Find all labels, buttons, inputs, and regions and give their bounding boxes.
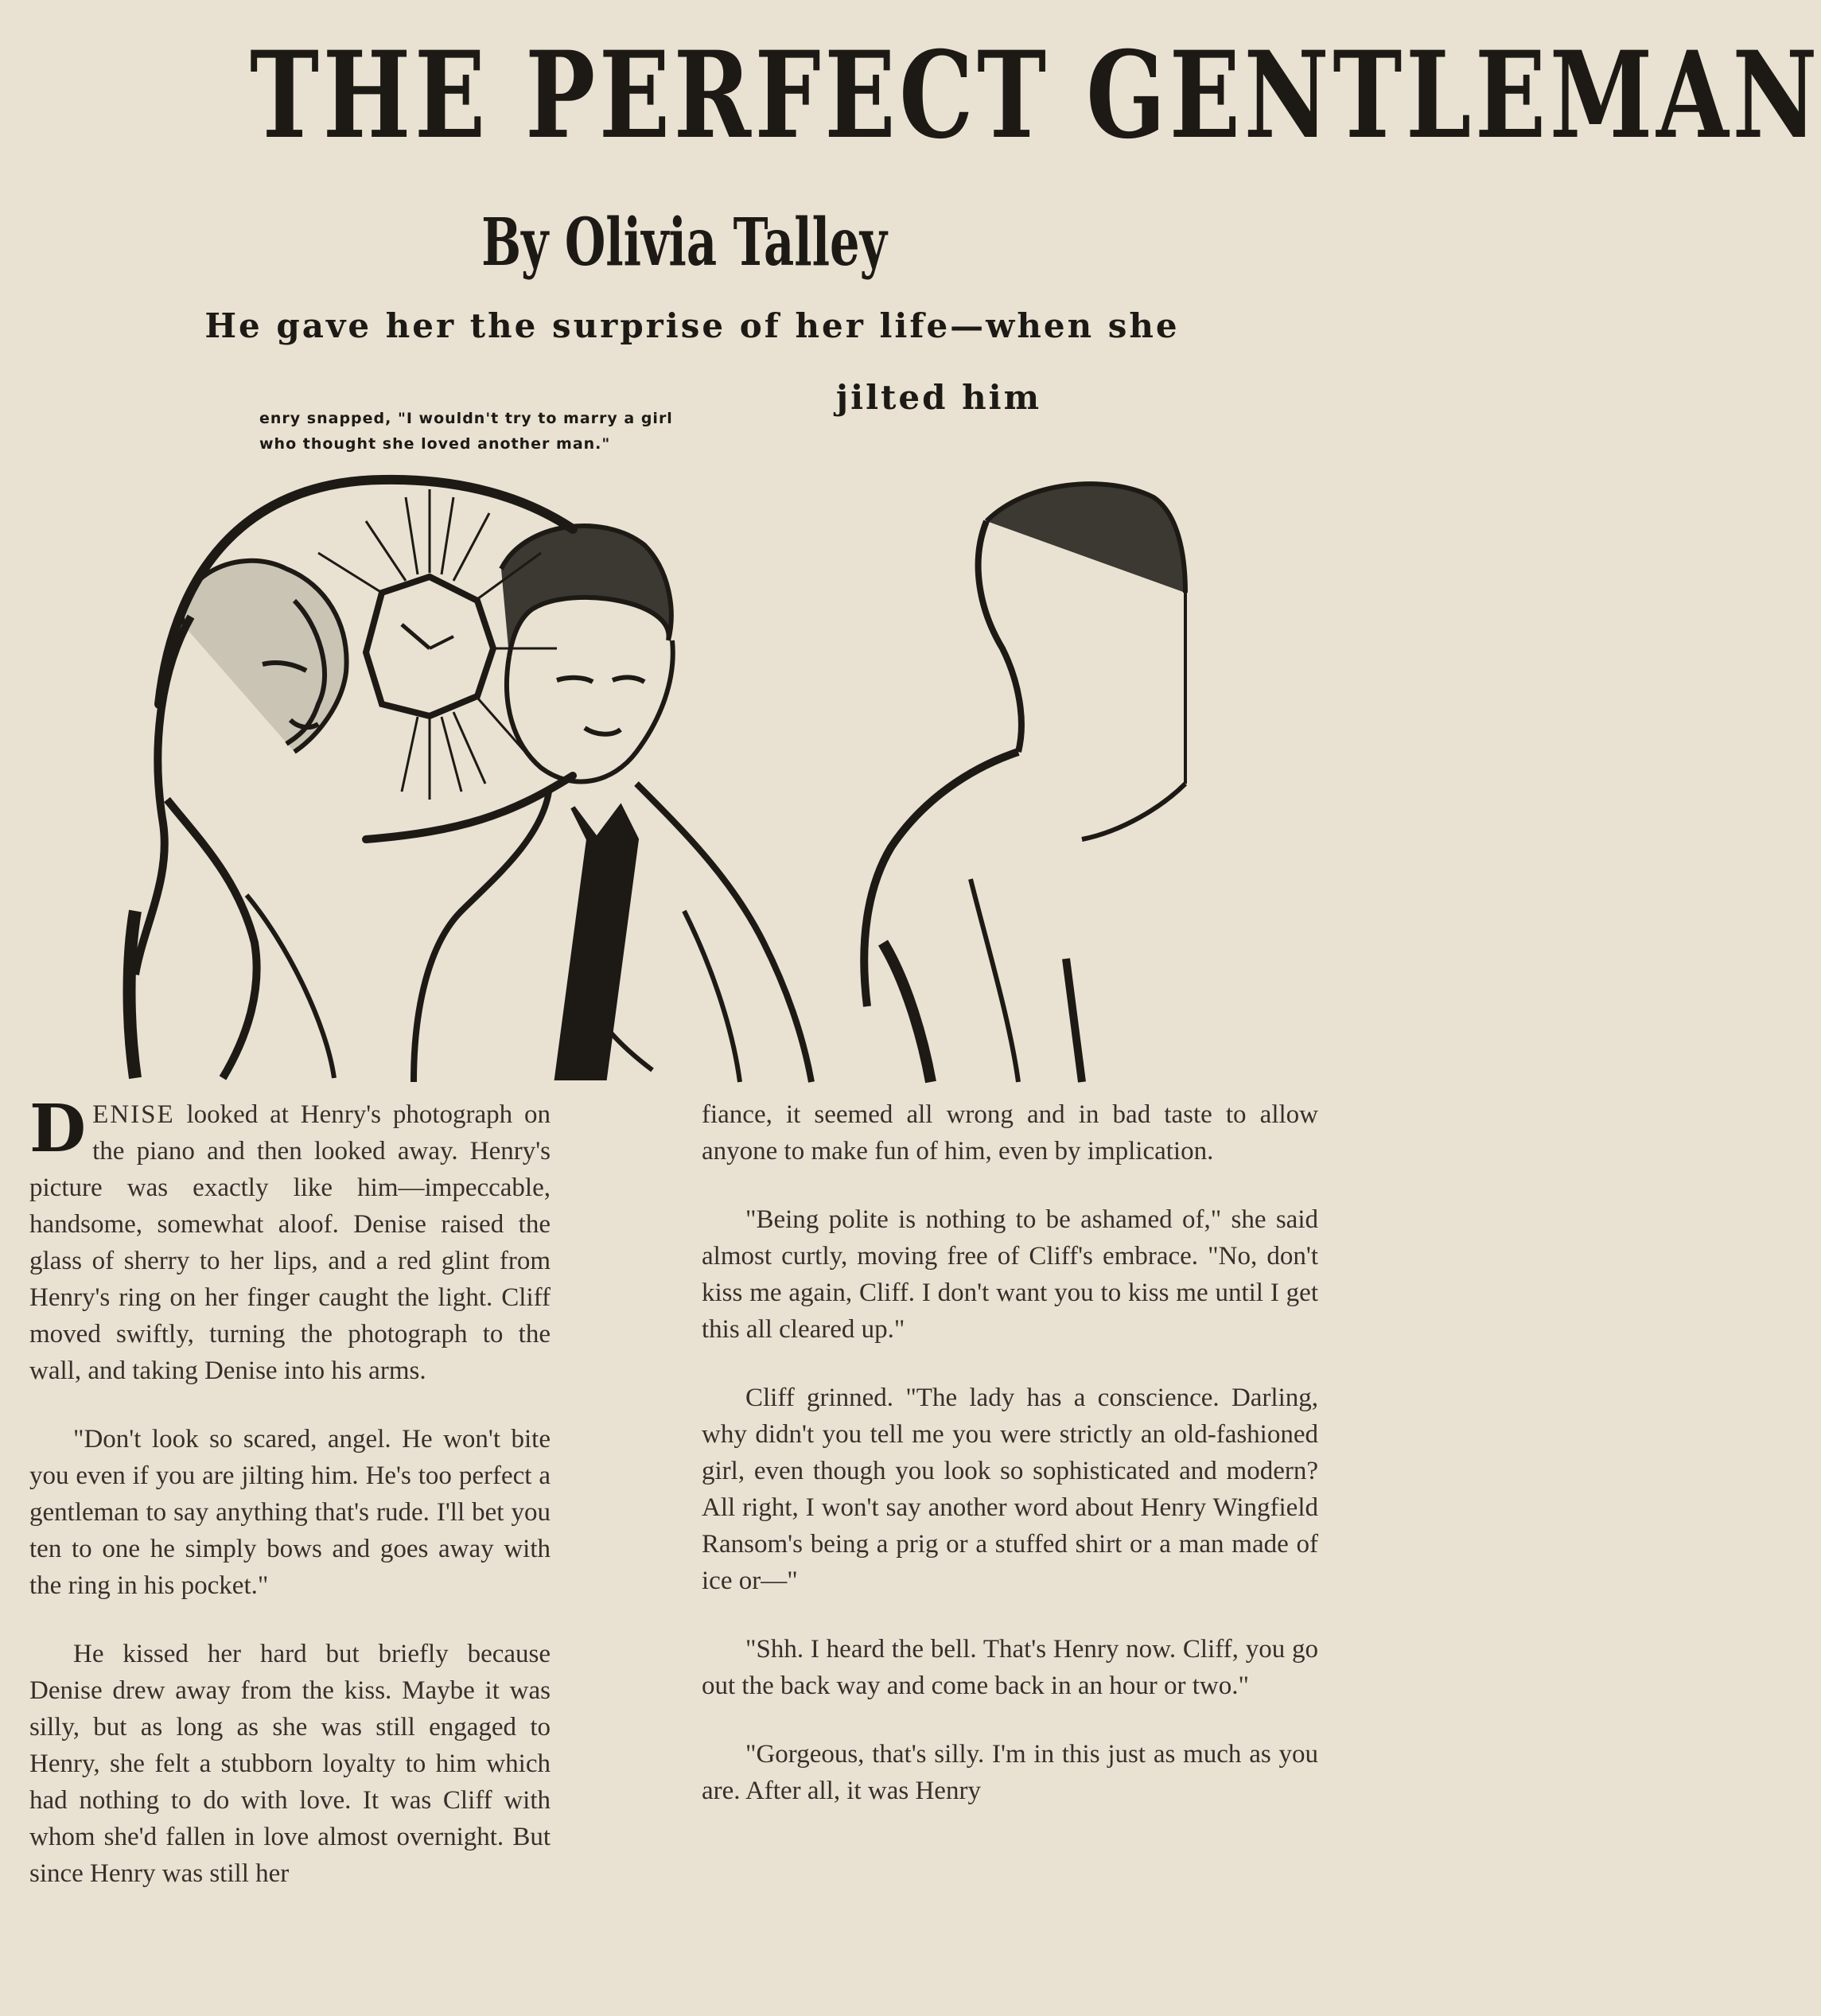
- story-column-left: [29, 1091, 551, 1924]
- story-column-right: [702, 1096, 1318, 1841]
- woman-figure: [130, 561, 347, 1078]
- story-paragraph: "Don't look so scared, angel. He won't bite you even if you are jilting him. He's too perfect a gentleman to say anything that's rude. I'll bet you ten to one he simply bows and goes away with the ring in his pocket.": [29, 1425, 551, 1600]
- illustration-caption: enry snapped, "I wouldn't try to marry a girl who thought she loved another man.": [259, 410, 673, 453]
- story-paragraph: "Shh. I heard the bell. That's Henry now. Cliff, you go out the back way and come back in an hour or two.": [702, 1635, 1318, 1700]
- story-paragraph: Cliff grinned. "The lady has a conscience. Darling, why didn't you tell me you were strictly an old-fashioned girl, even though you look so sophisticated and modern? All right, I won't say another word about Henry Wingfield Ransom's being a prig or a stuffed shirt or a man made of ice or—": [702, 1384, 1318, 1595]
- story-paragraph: "Gorgeous, that's silly. I'm in this just as much as you are. After all, it was Henry: [702, 1740, 1318, 1805]
- story-subtitle: He gave her the surprise of her life—when she: [204, 306, 1180, 345]
- story-paragraph: fiance, it seemed all wrong and in bad taste to allow anyone to make fun of him, even by implication.: [702, 1100, 1318, 1166]
- drop-cap: D: [29, 1091, 87, 1167]
- story-title: THE PERFECT GENTLEMAN: [250, 25, 1821, 165]
- story-paragraph: DENISE looked at Henry's photograph on the piano and then looked away. Henry's picture was exactly like him—impeccable, handsome, somewhat aloof. Denise raised the glass of sherry to her lips, and a red glint from Henry's ring on her finger caught the light. Cliff moved swiftly, turning the photograph to the wall, and taking Denise into his arms.: [29, 1091, 551, 1385]
- wall-clock-icon: [318, 489, 557, 800]
- story-paragraph: He kissed her hard but briefly because Denise drew away from the kiss. Maybe it was silly, but as long as she was still engaged to Henry, she felt a stubborn loyalty to him which had nothing to do with love. It was Cliff with whom she'd fallen in love almost overnight. But since Henry was still her: [29, 1640, 551, 1888]
- opening-word: ENISE: [92, 1100, 175, 1129]
- story-paragraph: "Being polite is nothing to be ashamed of," she said almost curtly, moving free of Cliff's embrace. "No, don't kiss me again, Cliff. I don't want you to kiss me until I get this all cleared up.": [702, 1205, 1318, 1344]
- story-subtitle-continued: jilted him: [835, 378, 1042, 417]
- man-back-figure: [864, 484, 1185, 1082]
- story-illustration: [127, 465, 1225, 1082]
- author-byline: By Olivia Talley: [481, 204, 887, 281]
